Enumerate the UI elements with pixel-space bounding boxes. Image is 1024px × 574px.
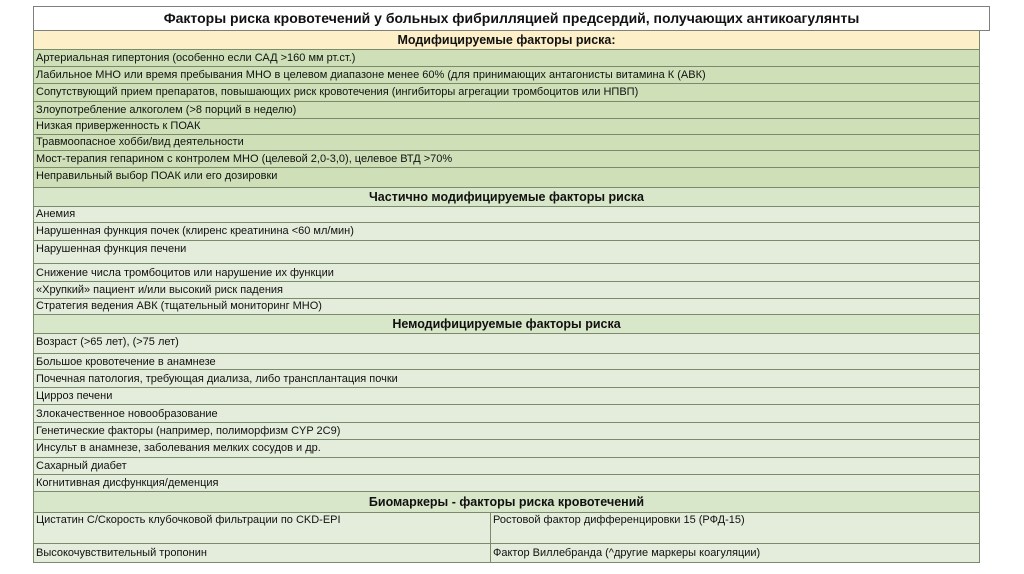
row-text: Артериальная гипертония (особенно если САД >160 мм рт.ст.)	[36, 52, 356, 64]
table-row	[33, 334, 980, 354]
table-row	[33, 223, 980, 241]
row-text: Когнитивная дисфункция/деменция	[36, 477, 219, 489]
table-row	[33, 135, 980, 151]
row-text: Генетические факторы (например, полиморфизм CYP 2C9)	[36, 425, 341, 437]
section-header-partial: Частично модифицируемые факторы риска	[33, 188, 980, 207]
risk-factors-table	[33, 31, 980, 563]
table-row	[33, 440, 980, 458]
row-text: Почечная патология, требующая диализа, либо трансплантация почки	[36, 373, 398, 385]
row-text: Нарушенная функция печени	[36, 243, 187, 255]
row-text-right: Ростовой фактор дифференцировки 15 (РФД-15)	[493, 514, 745, 526]
table-row	[33, 370, 980, 388]
row-text: Нарушенная функция почек (клиренс креатинина <60 мл/мин)	[36, 225, 354, 237]
row-text: «Хрупкий» пациент и/или высокий риск падения	[36, 284, 284, 296]
table-row	[33, 544, 980, 563]
table-row	[33, 168, 980, 188]
table-row	[33, 50, 980, 67]
row-text: Цирроз печени	[36, 390, 113, 402]
table-row	[33, 119, 980, 135]
table-row	[33, 282, 980, 299]
table-row	[33, 84, 980, 102]
row-text: Снижение числа тромбоцитов или нарушение их функции	[36, 267, 334, 279]
row-text: Возраст (>65 лет), (>75 лет)	[36, 336, 179, 348]
row-text-right: Фактор Виллебранда (^другие маркеры коагуляции)	[493, 547, 761, 559]
row-text: Сопутствующий прием препаратов, повышающих риск кровотечения (ингибиторы агрегации тромбоцитов или НПВП)	[36, 86, 639, 98]
row-text: Сахарный диабет	[36, 460, 127, 472]
table-row	[33, 102, 980, 119]
section-header-modifiable: Модифицируемые факторы риска:	[33, 31, 980, 50]
row-text-left: Высокочувствительный тропонин	[36, 547, 207, 559]
table-row	[33, 151, 980, 168]
table-row	[33, 67, 980, 84]
table-row	[33, 241, 980, 264]
table-row	[33, 405, 980, 423]
slide-title: Факторы риска кровотечений у больных фибрилляцией предсердий, получающих антикоагулянты	[33, 6, 990, 31]
row-text-left: Цистатин С/Скорость клубочковой фильтрации по CKD-EPI	[36, 514, 341, 526]
row-text: Анемия	[36, 208, 76, 220]
table-row	[33, 458, 980, 475]
table-row	[33, 423, 980, 440]
row-text: Низкая приверженность к ПОАК	[36, 120, 201, 132]
table-row	[33, 475, 980, 492]
table-row	[33, 513, 980, 544]
row-text: Инсульт в анамнезе, заболевания мелких сосудов и др.	[36, 442, 321, 454]
row-text: Злоупотребление алкоголем (>8 порций в неделю)	[36, 104, 297, 116]
section-header-biomarkers: Биомаркеры - факторы риска кровотечений	[33, 492, 980, 513]
section-header-nonmodifiable: Немодифицируемые факторы риска	[33, 315, 980, 334]
row-text: Травмоопасное хобби/вид деятельности	[36, 136, 244, 148]
row-text: Большое кровотечение в анамнезе	[36, 356, 216, 368]
row-text: Злокачественное новообразование	[36, 408, 218, 420]
row-text: Стратегия ведения АВК (тщательный мониторинг МНО)	[36, 300, 322, 312]
row-text: Лабильное МНО или время пребывания МНО в целевом диапазоне менее 60% (для принимающих антагонисты витамина К (АВК)	[36, 69, 706, 81]
table-row	[33, 388, 980, 405]
row-text: Неправильный выбор ПОАК или его дозировки	[36, 170, 278, 182]
table-row	[33, 264, 980, 282]
row-text: Мост-терапия гепарином с контролем МНО (целевой 2,0-3,0), целевое ВТД >70%	[36, 153, 453, 165]
table-row	[33, 354, 980, 370]
table-row	[33, 207, 980, 223]
table-row	[33, 299, 980, 315]
